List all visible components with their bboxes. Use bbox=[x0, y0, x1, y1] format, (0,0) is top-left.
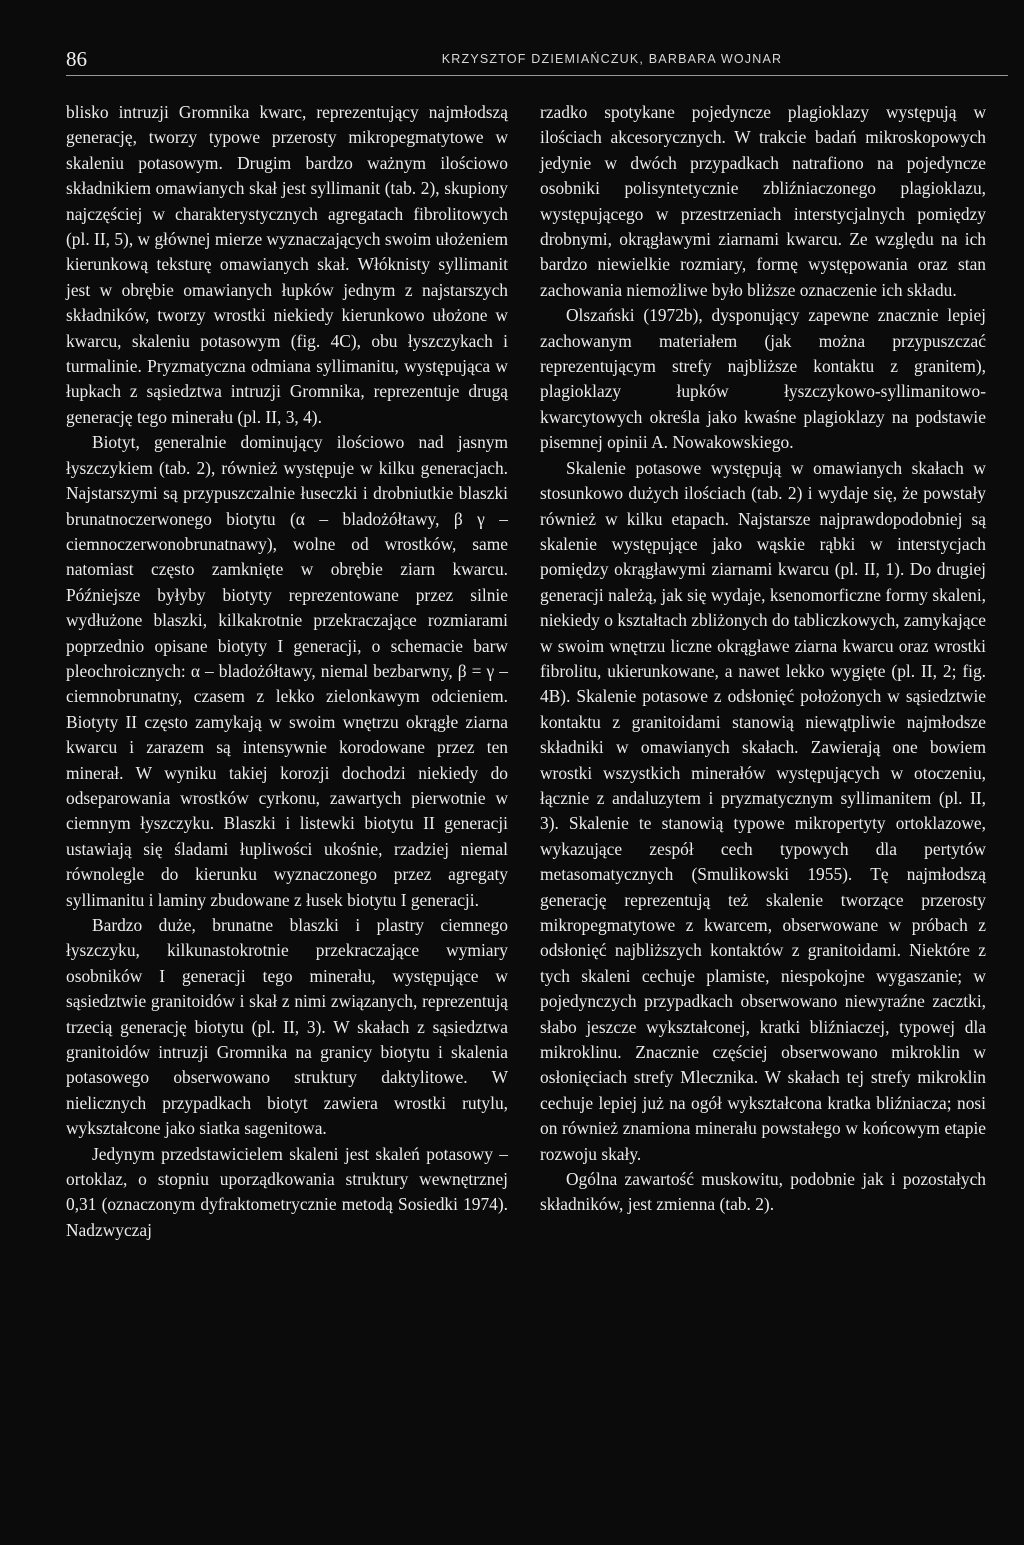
running-head: KRZYSZTOF DZIEMIAŃCZUK, BARBARA WOJNAR bbox=[441, 52, 783, 66]
paragraph: Skalenie potasowe występują w omawianych skałach w stosunkowo dużych ilościach (tab. 2) i wydaje się, że powstały również w kilku etapach. Najstarsze najprawdopodobniej są skalenie występujące jako wąskie rąbki w interstycjach pomiędzy okrągławymi ziarnami kwarcu (pl. II, 1). Do drugiej generacji należą, jak się wydaje, ksenomorficzne formy skaleni, niekiedy o kształtach zbliżonych do tabliczkowych, zamykające w swoim wnętrzu liczne okrągławe ziarna kwarcu oraz wrostki fibrolitu, ukierunkowane, a nawet lekko wygięte (pl. II, 2; fig. 4B). Skalenie potasowe z odsłonięć położonych w sąsiedztwie kontaktu z granitoidami stanowią niewątpliwie najmłodsze składniki w omawianych skałach. Zawierają one bowiem wrostki wszystkich minerałów występujących w otoczeniu, łącznie z andaluzytem i pryzmatycznym syllimanitem (pl. II, 3). Skalenie te stanowią typowe mikropertyty ortoklazowe, wykazujące zespół cech typowych dla pertytów metasomatycznych (Smulikowski 1955). Tę najmłodszą generację reprezentują też skalenie tworzące przerosty mikropegmatytowe z kwarcem, obserwowane w próbach z odsłonięć najbliższych kontaktów z granitoidami. Niektóre z tych skaleni cechuje plamiste, niespokojne wygaszanie; w pojedynczych przypadkach obserwowano niewyraźne zacztki, słabo jeszcze wykształconej, kratki bliźniaczej, typowej dla mikroklinu. Znacznie częściej obserwowano mikroklin w osłonięciach strefy Mlecznika. W skałach tej strefy mikroklin cechuje lepiej już na ogół wykształcona kratka bliźniacza; nosi on również znamiona minerału powstałego w końcowym etapie rozwoju skały. bbox=[540, 457, 986, 1164]
paragraph: Bardzo duże, brunatne blaszki i plastry ciemnego łyszczyku, kilkunastokrotnie przekraczające wymiary osobników I generacji tego minerału, występujące w sąsiedztwie granitoidów i skał z nimi związanych, reprezentują trzecią generację biotytu (pl. II, 3). W skałach z sąsiedztwa granitoidów intruzji Gromnika na granicy biotytu i skalenia potasowego obserwowano struktury daktylitowe. W nielicznych przypadkach biotyt zawiera wrostki rutylu, wykształcone jako siatka sagenitowa. bbox=[66, 915, 508, 1139]
paragraph: Jedynym przedstawicielem skaleni jest skaleń potasowy – ortoklaz, o stopniu uporządkowania struktury wewnętrznej 0,31 (oznaczonym dyfraktometrycznie metodą Sosiedki 1974). Nadzwyczaj bbox=[66, 1143, 508, 1240]
paragraph: Ogólna zawartość muskowitu, podobnie jak i pozostałych składników, jest zmienna (tab. 2). bbox=[540, 1169, 986, 1215]
page-header bbox=[66, 44, 1008, 74]
header-rule bbox=[66, 75, 1008, 76]
left-column bbox=[66, 100, 508, 1243]
paragraph: Olszański (1972b), dysponujący zapewne znacznie lepiej zachowanym materiałem (jak można przypuszczać reprezentującym strefy najbliższe kontaktu z granitem), plagioklazy łupków łyszczykowo-syllimanitowo-kwarcytowych określa jako kwaśne plagioklazy na podstawie pisemnej opinii A. Nowakowskiego. bbox=[540, 305, 986, 453]
paragraph: Biotyt, generalnie dominujący ilościowo nad jasnym łyszczykiem (tab. 2), również występuje w kilku generacjach. Najstarszymi są przypuszczalnie łuseczki i drobniutkie blaszki brunatnoczerwonego biotytu (α – bladożółtawy, β γ – ciemnoczerwonobrunatnawy), wolne od wrostków, same natomiast często zamknięte w obrębie ziarn kwarcu. Późniejsze byłyby biotyty reprezentowane przez silnie wydłużone blaszki, kilkakrotnie przekraczające rozmiarami poprzednio opisane biotyty I generacji, o schemacie barw pleochroicznych: α – bladożółtawy, niemal bezbarwny, β = γ – ciemnobrunatny, czasem z lekko zielonkawym odcieniem. Biotyty II często zamykają w swoim wnętrzu okrągłe ziarna kwarcu i zarazem są intensywnie korodowane przez ten minerał. W wyniku takiej korozji dochodzi niekiedy do odseparowania wrostków cyrkonu, zawartych pierwotnie w ciemnym łyszczyku. Blaszki i listewki biotytu II generacji ustawiają się śladami łupliwości ukośnie, rzadziej niemal równolegle do kierunku wyznaczonego przez agregaty syllimanitu i laminy zbudowane z łusek biotytu I generacji. bbox=[66, 432, 508, 910]
paragraph: blisko intruzji Gromnika kwarc, reprezentujący najmłodszą generację, tworzy typowe przerosty mikropegmatytowe w skaleniu potasowym. Drugim bardzo ważnym ilościowo składnikiem omawianych skał jest syllimanit (tab. 2), skupiony najczęściej w charakterystycznych agregatach fibrolitowych (pl. II, 5), w głównej mierze wyznaczających swoim ułożeniem kierunkową teksturę omawianych skał. Włóknisty syllimanit jest w obrębie omawianych łupków jednym z najstarszych składników, tworzy wrostki niekiedy kierunkowo ułożone w kwarcu, skaleniu potasowym (fig. 4C), obu łyszczykach i turmalinie. Pryzmatyczna odmiana syllimanitu, występująca w łupkach z sąsiedztwa intruzji Gromnika, reprezentuje drugą generację tego minerału (pl. II, 3, 4). bbox=[66, 102, 508, 427]
page-number: 86 bbox=[66, 47, 87, 71]
paragraph: rzadko spotykane pojedyncze plagioklazy występują w ilościach akcesorycznych. W trakcie badań mikroskopowych jedynie w dwóch przypadkach natrafiono na pojedyncze osobniki polisyntetycznie zbliźniaczonego plagioklazu, występującego w przestrzeniach interstycjalnych pomiędzy drobnymi, okrągławymi ziarnami kwarcu. Ze względu na ich bardzo niewielkie rozmiary, formę występowania oraz stan zachowania niemożliwe było bliższe oznaczenie ich składu. bbox=[540, 102, 986, 300]
right-column bbox=[540, 100, 986, 1218]
